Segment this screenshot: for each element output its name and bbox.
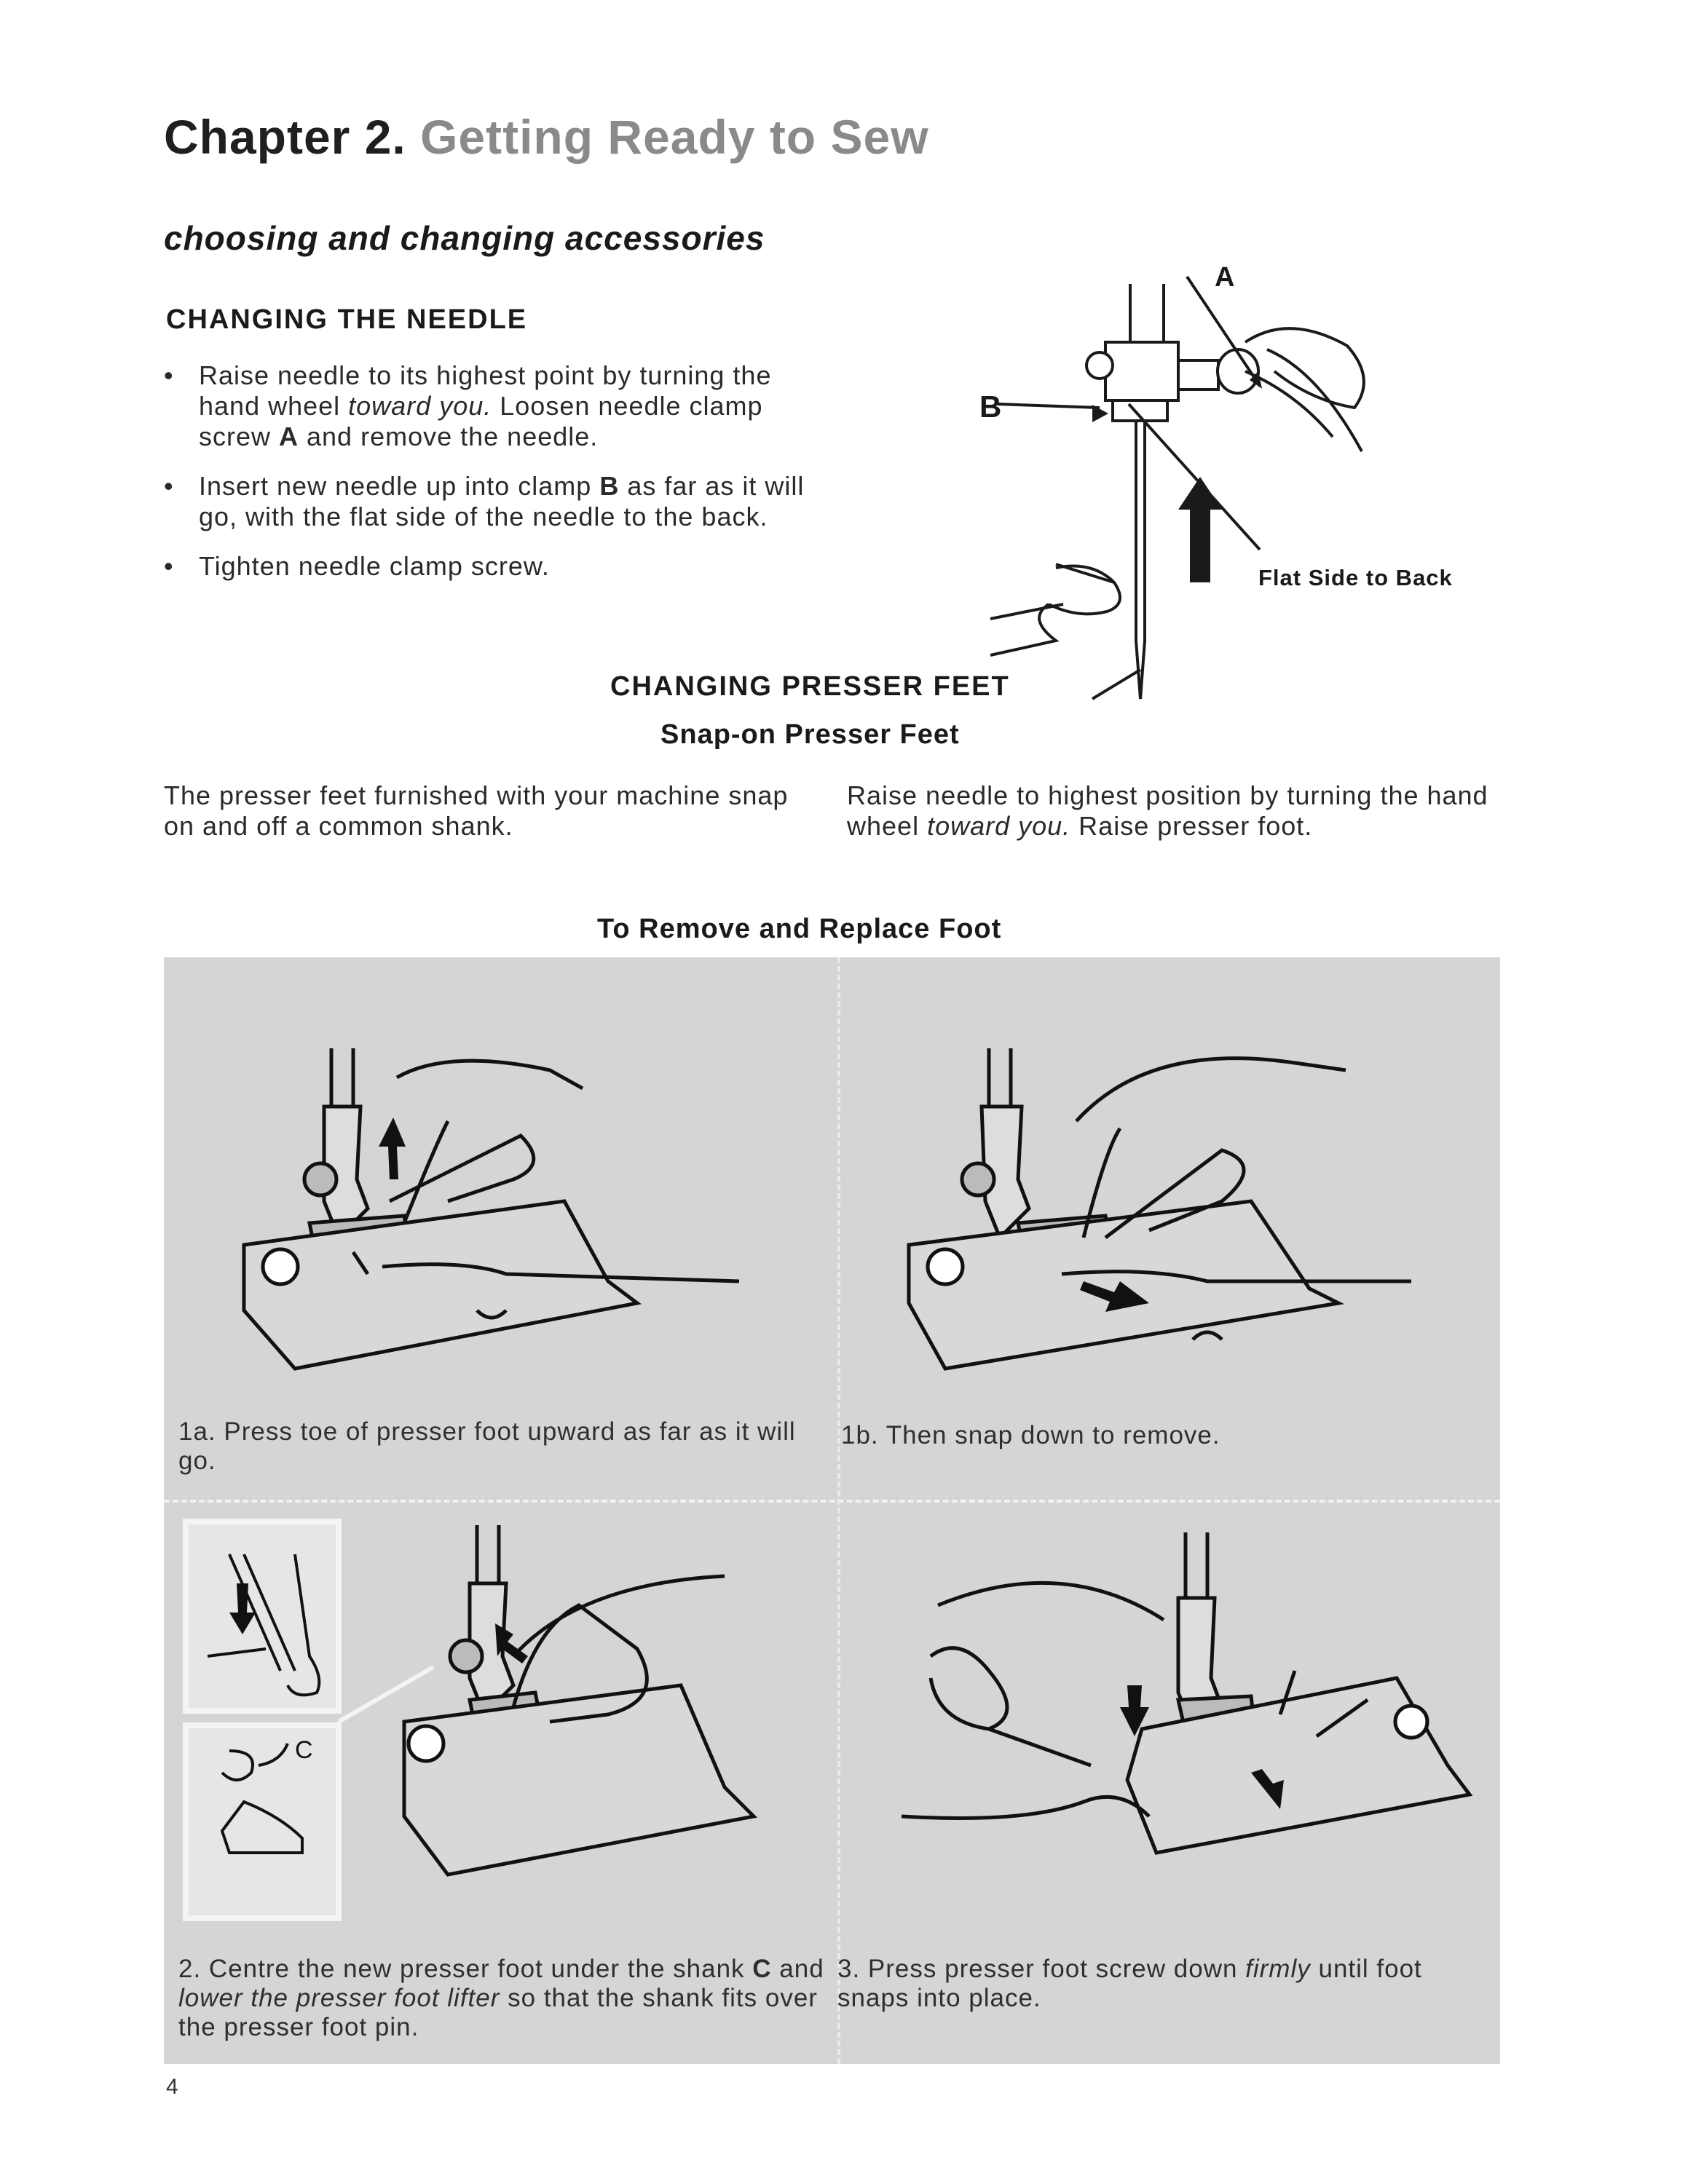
flat-side-label: Flat Side to Back	[1258, 565, 1453, 590]
needle-step-2: • Insert new needle up into clamp B as far as it will go, with the flat side of the needle to the back.	[164, 471, 816, 532]
label-a: A	[1215, 262, 1235, 293]
step-1b-caption: 1b. Then snap down to remove.	[841, 1421, 1220, 1449]
chapter-name: Getting Ready to Sew	[420, 110, 929, 164]
changing-presser-feet-heading: CHANGING PRESSER FEET	[610, 671, 1010, 702]
needle-clamp-diagram	[969, 262, 1493, 728]
page-number: 4	[166, 2075, 178, 2099]
step-1a-caption: 1a. Press toe of presser foot upward as far as it will go.	[178, 1417, 796, 1475]
presser-intro-right: Raise needle to highest position by turning the hand wheel toward you. Raise presser foot.	[847, 780, 1488, 841]
changing-needle-heading: CHANGING THE NEEDLE	[166, 304, 528, 335]
needle-step-3: • Tighten needle clamp screw.	[164, 551, 816, 582]
section-subtitle: choosing and changing accessories	[164, 219, 765, 257]
step-3-caption: 3. Press presser foot screw down firmly until foot snaps into place.	[837, 1955, 1422, 2012]
inset-label-c: C	[295, 1736, 313, 1764]
chapter-number: Chapter 2.	[164, 110, 406, 164]
step-2-caption: 2. Centre the new presser foot under the shank C and lower the presser foot lifter so that the shank fits over the presser foot pin.	[178, 1955, 824, 2041]
needle-step-1: • Raise needle to its highest point by turning the hand wheel toward you. Loosen needle clamp screw A and remove the needle.	[164, 360, 816, 452]
step-1b-illustration	[843, 961, 1499, 1405]
remove-replace-heading: To Remove and Replace Foot	[597, 914, 1002, 944]
needle-instructions	[164, 360, 816, 601]
step-1a-illustration	[171, 961, 827, 1405]
panel-divider-horizontal	[164, 1500, 1500, 1503]
label-b: B	[979, 389, 1002, 424]
step-3-illustration	[843, 1511, 1499, 1947]
panel-divider-vertical	[837, 957, 840, 2064]
presser-intro-left: The presser feet furnished with your machine snap on and off a common shank.	[164, 780, 789, 841]
step-2-illustration	[171, 1511, 827, 1947]
chapter-title	[164, 109, 929, 165]
snap-on-subheading: Snap-on Presser Feet	[660, 719, 960, 750]
